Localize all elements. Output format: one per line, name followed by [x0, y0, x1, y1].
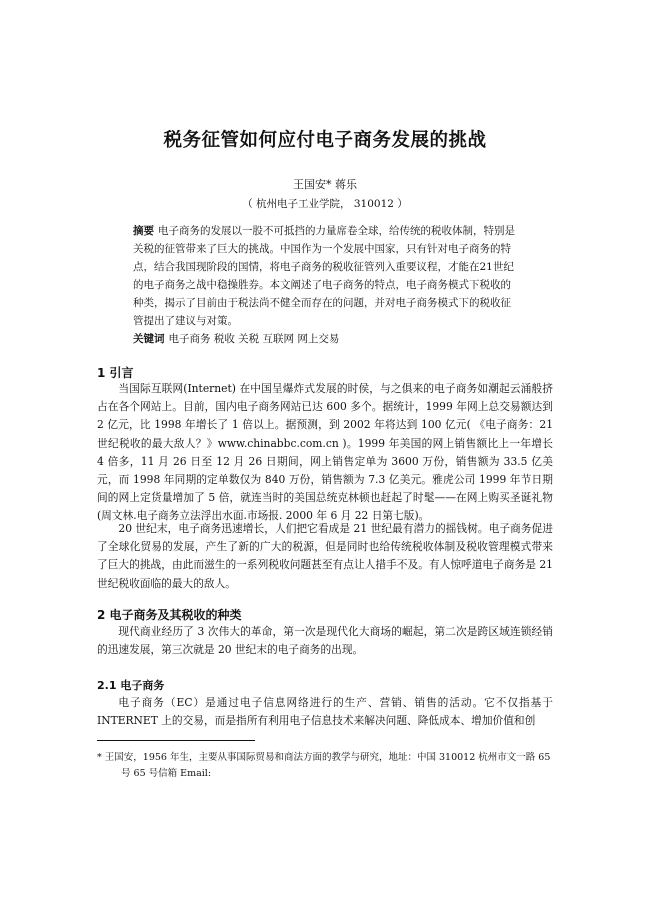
keywords-label: 关键词 [133, 333, 165, 345]
author-line: 王国安* 蒋乐 [293, 178, 357, 191]
keywords-block [133, 331, 517, 347]
footnote-line-1: * 王国安，1956 年生，主要从事国际贸易和商法方面的教学与研究，地址：中国 310012 杭州市文一路 65 [97, 752, 551, 763]
footnote-divider [97, 740, 255, 741]
footnote-line-2: 号 65 号信箱 Email: [121, 768, 212, 779]
section-2-paragraph-1: 现代商业经历了 3 次伟大的革命，第一次是现代化大商场的崛起，第二次是跨区域连锁经销的迅速发展，第三次就是 20 世纪末的电子商务的出现。 [97, 625, 553, 657]
abstract-label: 摘要 [133, 225, 154, 237]
section-1-paragraph-2: 20 世纪末，电子商务迅速增长，人们把它看成是 21 世纪最有潜力的摇钱树。电子商务促进了全球化贸易的发展，产生了新的广大的税源，但是同时也给传统税收体制及税收管理模式带来了巨大的挑战，由此而滋生的一系列税收问题甚至有点让人措手不及。有人惊呼道电子商务是 21 世纪税收面临的最大的敌人。 [97, 522, 553, 590]
paper-title: 税务征管如何应付电子商务发展的挑战 [163, 130, 487, 151]
author-footnote [97, 750, 553, 782]
section-heading-2: 2 电子商务及其税收的种类 [97, 608, 242, 622]
keywords-text: 电子商务 税收 关税 互联网 网上交易 [168, 333, 340, 345]
abstract-block [133, 222, 517, 331]
affiliation-line: （ 杭州电子工业学院， 310012 ） [242, 198, 408, 210]
section-heading-1: 1 引言 [97, 366, 134, 380]
abstract-text: 电子商务的发展以一股不可抵挡的力量席卷全球，给传统的税收体制，特别是关税的征管带来了巨大的挑战。中国作为一个发展中国家，只有针对电子商务的特点，结合我国现阶段的国情，将电子商务的税收征管列入重要议程，才能在21世纪的电子商务之战中稳操胜券。本文阐述了电子商务的特点，电子商务模式下税收的种类，揭示了目前由于税法尚不健全而存在的问题，并对电子商务模式下的税收征管提出了建议与对策。 [133, 225, 515, 328]
subsection-heading-2-1: 2.1 电子商务 [97, 679, 165, 692]
section-1-paragraph-1: 当国际互联网(Internet) 在中国呈爆炸式发展的时侯，与之俱来的电子商务如潮起云涌般挤占在各个网站上。目前，国内电子商务网站已达 600 多个。据统计，1999 年网上总交易额达到 2 亿元，比 1998 年增长了 1 倍以上。据预测，到 2002 年将达到 100 亿元( 《电子商务：21 世纪税收的最大敌人？》www.chinabbc.com.cn )。1999 年美国的网上销售额比上一年增长 4 倍多，11 月 26 日至 12 月 26 日期间，网上销售定单为 3600 万份，销售额为 33.5 亿美元，而 1998 年同期的定单数仅为 840 万份，销售额为 7.3 亿美元。雅虎公司 1999 年节日期间的网上定货量增加了 5 倍，就连当时的美国总统克林顿也赶起了时髦——在网上购买圣诞礼物(周文林.电子商务立法浮出水面.市场报. 2000 年 6 月 22 日第七版)。 [97, 382, 553, 523]
subsection-2-1-paragraph-1: 电子商务（EC）是通过电子信息网络进行的生产、营销、销售的活动。它不仅指基于 INTERNET 上的交易，而是指所有利用电子信息技术来解决问题、降低成本、增加价值和创 [97, 696, 553, 728]
